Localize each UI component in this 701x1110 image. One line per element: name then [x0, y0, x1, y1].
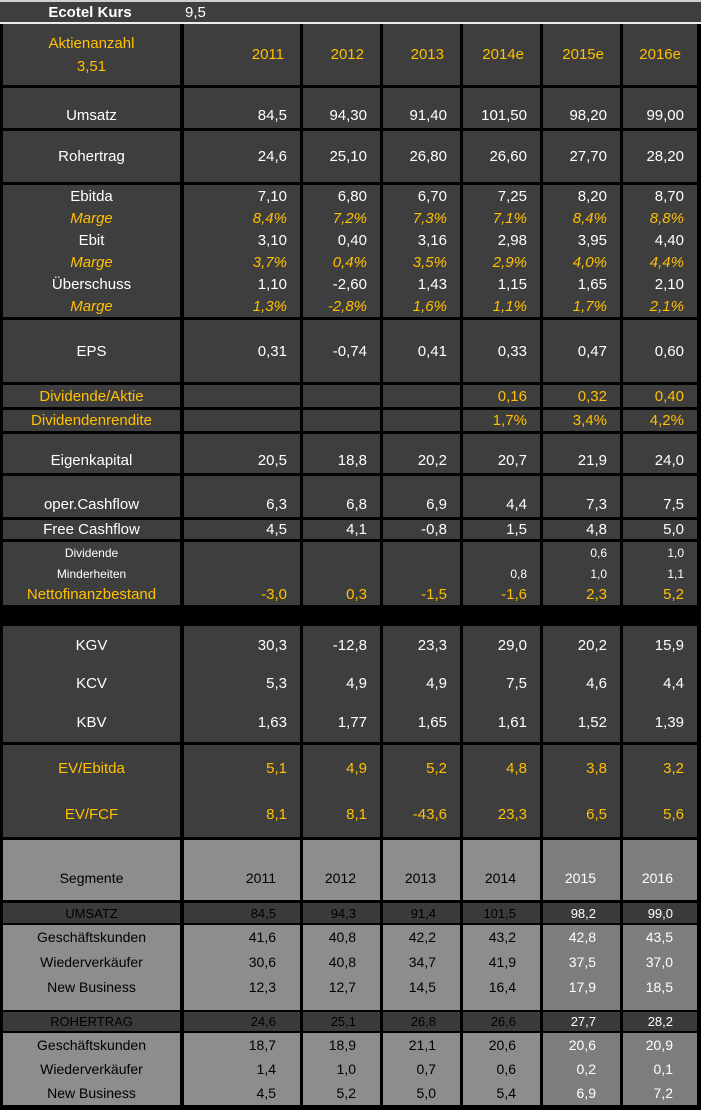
cell[interactable]: -2,8% [300, 295, 380, 317]
cell[interactable]: 0,6 [540, 542, 620, 563]
segment-cell[interactable]: 12,3 [180, 974, 300, 999]
cell[interactable]: 21,9 [540, 434, 620, 473]
cell[interactable]: 7,3% [380, 207, 460, 229]
cell[interactable]: 25,10 [300, 131, 380, 182]
table-block [0, 434, 701, 476]
segment-cell[interactable]: 20,6 [460, 1033, 540, 1057]
row-label[interactable]: EV/FCF [0, 791, 180, 837]
row-label[interactable]: KCV [0, 665, 180, 704]
cell[interactable]: 3,8 [540, 745, 620, 791]
segment-block [0, 999, 701, 1010]
cell[interactable]: 0,41 [380, 320, 460, 382]
segment-cell[interactable]: 40,8 [300, 950, 380, 975]
cell[interactable]: 6,5 [540, 791, 620, 837]
cell[interactable]: 6,9 [380, 476, 460, 517]
cell[interactable] [180, 385, 300, 407]
cell[interactable] [380, 385, 460, 407]
cell[interactable]: 1,61 [460, 703, 540, 742]
segment-cell[interactable]: 25,1 [300, 1012, 380, 1031]
segment-cell[interactable]: 37,0 [620, 950, 701, 975]
row-label[interactable]: Dividendenrendite [0, 410, 180, 431]
cell[interactable]: 1,65 [540, 273, 620, 295]
cell[interactable]: 28,20 [620, 131, 701, 182]
segment-year-header[interactable]: 2013 [380, 840, 460, 900]
shares-header-cell[interactable] [0, 24, 180, 85]
segment-cell[interactable]: 12,7 [300, 974, 380, 999]
cell[interactable]: 29,0 [460, 626, 540, 665]
row-label[interactable]: Marge [0, 251, 180, 273]
table-block [0, 385, 701, 410]
segment-cell[interactable]: 18,9 [300, 1033, 380, 1057]
segment-cell[interactable]: 5,2 [300, 1081, 380, 1105]
cell[interactable]: -2,60 [300, 273, 380, 295]
row-label[interactable]: Dividende/Aktie [0, 385, 180, 407]
cell[interactable]: 1,63 [180, 703, 300, 742]
segment-cell[interactable]: 27,7 [540, 1012, 620, 1031]
table-block [0, 131, 701, 185]
cell[interactable]: -43,6 [380, 791, 460, 837]
cell[interactable]: -12,8 [300, 626, 380, 665]
cell[interactable]: 99,00 [620, 88, 701, 128]
row-label[interactable]: EPS [0, 320, 180, 382]
cell[interactable]: 4,4% [620, 251, 701, 273]
year-header[interactable]: 2013 [380, 24, 460, 85]
segment-row-label[interactable]: Wiederverkäufer [0, 950, 180, 975]
cell[interactable]: 4,4 [460, 476, 540, 517]
segment-cell[interactable]: 18,5 [620, 974, 701, 999]
cell[interactable]: 15,9 [620, 626, 701, 665]
row-label[interactable]: Dividende [0, 542, 180, 563]
segment-cell[interactable]: 84,5 [180, 903, 300, 923]
segment-cell[interactable]: 5,0 [380, 1081, 460, 1105]
cell[interactable]: 8,4% [180, 207, 300, 229]
cell[interactable]: 8,1 [300, 791, 380, 837]
cell[interactable] [460, 542, 540, 563]
cell[interactable]: 6,80 [300, 185, 380, 207]
cell[interactable]: 1,0 [620, 542, 701, 563]
cell[interactable]: 8,4% [540, 207, 620, 229]
cell[interactable]: 4,9 [380, 665, 460, 704]
year-header[interactable]: 2014e [460, 24, 540, 85]
segment-cell[interactable]: 42,2 [380, 925, 460, 950]
cell[interactable]: 7,5 [460, 665, 540, 704]
spacer-cell [460, 999, 540, 1010]
cell[interactable]: 4,0% [540, 251, 620, 273]
table-block [0, 542, 701, 608]
segment-cell[interactable]: 28,2 [620, 1012, 701, 1031]
cell[interactable] [180, 563, 300, 584]
cell[interactable]: 1,65 [380, 703, 460, 742]
segments-header-row [0, 840, 701, 903]
year-header[interactable]: 2011 [180, 24, 300, 85]
table-block [0, 476, 701, 520]
segment-cell[interactable]: 4,5 [180, 1081, 300, 1105]
segment-cell[interactable]: 18,7 [180, 1033, 300, 1057]
shares-label: Aktienanzahl [48, 34, 135, 52]
segment-cell[interactable]: 91,4 [380, 903, 460, 923]
cell[interactable]: 0,4% [300, 251, 380, 273]
segment-block [0, 925, 701, 999]
spacer-cell [300, 999, 380, 1010]
cell[interactable]: 3,95 [540, 229, 620, 251]
cell[interactable]: 26,80 [380, 131, 460, 182]
cell[interactable]: 3,10 [180, 229, 300, 251]
cell[interactable]: 20,7 [460, 434, 540, 473]
valuation-table [0, 24, 701, 840]
segment-row-label[interactable]: Geschäftskunden [0, 925, 180, 950]
table-block [0, 320, 701, 385]
cell[interactable]: 0,16 [460, 385, 540, 407]
segment-cell[interactable]: 0,6 [460, 1057, 540, 1081]
cell[interactable]: 8,70 [620, 185, 701, 207]
cell[interactable]: 1,52 [540, 703, 620, 742]
cell[interactable]: 98,20 [540, 88, 620, 128]
year-header[interactable]: 2016e [620, 24, 701, 85]
segment-year-header[interactable]: 2014 [460, 840, 540, 900]
cell[interactable]: 2,98 [460, 229, 540, 251]
cell[interactable]: -3,0 [180, 584, 300, 605]
segment-cell[interactable]: 98,2 [540, 903, 620, 923]
cell[interactable]: 23,3 [380, 626, 460, 665]
cell[interactable]: 0,32 [540, 385, 620, 407]
cell[interactable]: 8,1 [180, 791, 300, 837]
segment-cell[interactable]: 30,6 [180, 950, 300, 975]
cell[interactable]: 6,3 [180, 476, 300, 517]
year-header[interactable]: 2012 [300, 24, 380, 85]
segment-cell[interactable]: 99,0 [620, 903, 701, 923]
segments-table [0, 840, 701, 1105]
segment-cell[interactable]: 1,0 [300, 1057, 380, 1081]
row-label[interactable]: Minderheiten [0, 563, 180, 584]
segment-cell[interactable]: 40,8 [300, 925, 380, 950]
cell[interactable]: 24,0 [620, 434, 701, 473]
spacer-cell [0, 999, 180, 1010]
cell[interactable] [380, 410, 460, 431]
segment-year-header[interactable]: 2011 [180, 840, 300, 900]
cell[interactable]: 4,9 [300, 665, 380, 704]
cell[interactable] [180, 410, 300, 431]
segment-row-label[interactable]: Geschäftskunden [0, 1033, 180, 1057]
row-label[interactable]: Umsatz [0, 88, 180, 128]
cell[interactable] [300, 563, 380, 584]
cell[interactable]: 1,3% [180, 295, 300, 317]
cell[interactable] [380, 563, 460, 584]
segment-cell[interactable]: 0,1 [620, 1057, 701, 1081]
cell[interactable]: 18,8 [300, 434, 380, 473]
segment-cell[interactable]: 16,4 [460, 974, 540, 999]
segment-cell[interactable]: 34,7 [380, 950, 460, 975]
segment-cell[interactable]: 1,4 [180, 1057, 300, 1081]
cell[interactable]: 7,1% [460, 207, 540, 229]
cell[interactable]: 0,40 [300, 229, 380, 251]
year-header[interactable]: 2015e [540, 24, 620, 85]
cell[interactable]: -1,6 [460, 584, 540, 605]
segment-cell[interactable]: 43,5 [620, 925, 701, 950]
cell[interactable] [180, 542, 300, 563]
cell[interactable]: 5,3 [180, 665, 300, 704]
segment-cell[interactable]: 37,5 [540, 950, 620, 975]
cell[interactable]: 1,5 [460, 520, 540, 539]
cell[interactable]: 30,3 [180, 626, 300, 665]
cell[interactable]: 5,1 [180, 745, 300, 791]
row-label[interactable]: Eigenkapital [0, 434, 180, 473]
cell[interactable]: 7,25 [460, 185, 540, 207]
cell[interactable] [300, 542, 380, 563]
cell[interactable]: 5,2 [380, 745, 460, 791]
cell[interactable]: 4,4 [620, 665, 701, 704]
segment-block [0, 1010, 701, 1033]
cell[interactable] [380, 542, 460, 563]
cell[interactable]: 2,10 [620, 273, 701, 295]
table-block [0, 185, 701, 320]
shares-count: 3,51 [76, 57, 107, 75]
segment-row-label[interactable]: New Business [0, 974, 180, 999]
segment-cell[interactable]: 21,1 [380, 1033, 460, 1057]
segment-cell[interactable]: 94,3 [300, 903, 380, 923]
cell[interactable]: 8,20 [540, 185, 620, 207]
segment-cell[interactable]: 0,7 [380, 1057, 460, 1081]
cell[interactable]: 20,2 [380, 434, 460, 473]
row-label[interactable]: Überschuss [0, 273, 180, 295]
cell[interactable]: 1,7% [540, 295, 620, 317]
cell[interactable]: 5,0 [620, 520, 701, 539]
row-label[interactable]: KGV [0, 626, 180, 665]
cell[interactable]: 5,6 [620, 791, 701, 837]
segment-cell[interactable]: 6,9 [540, 1081, 620, 1105]
cell[interactable]: 2,9% [460, 251, 540, 273]
cell[interactable]: 4,40 [620, 229, 701, 251]
row-label[interactable]: oper.Cashflow [0, 476, 180, 517]
cell[interactable]: 2,3 [540, 584, 620, 605]
row-label[interactable]: Free Cashflow [0, 520, 180, 539]
segment-block [0, 1033, 701, 1105]
cell[interactable]: 24,6 [180, 131, 300, 182]
cell[interactable]: 1,39 [620, 703, 701, 742]
segment-row-label[interactable]: New Business [0, 1081, 180, 1105]
segment-year-header[interactable]: 2016 [620, 840, 701, 900]
cell[interactable]: 4,6 [540, 665, 620, 704]
cell[interactable]: 94,30 [300, 88, 380, 128]
row-label[interactable]: Nettofinanzbestand [0, 584, 180, 605]
cell[interactable]: 20,5 [180, 434, 300, 473]
cell[interactable]: 0,47 [540, 320, 620, 382]
segment-row-label[interactable]: ROHERTRAG [0, 1012, 180, 1031]
cell[interactable]: 7,2% [300, 207, 380, 229]
cell[interactable]: 0,3 [300, 584, 380, 605]
cell[interactable] [300, 385, 380, 407]
cell[interactable]: 91,40 [380, 88, 460, 128]
table-block [0, 745, 701, 840]
cell[interactable]: 1,1 [620, 563, 701, 584]
cell[interactable]: 3,16 [380, 229, 460, 251]
segment-cell[interactable]: 14,5 [380, 974, 460, 999]
cell[interactable]: 0,40 [620, 385, 701, 407]
cell[interactable]: 3,5% [380, 251, 460, 273]
spacer-cell [540, 999, 620, 1010]
segment-cell[interactable]: 26,8 [380, 1012, 460, 1031]
cell[interactable]: 27,70 [540, 131, 620, 182]
row-label[interactable]: KBV [0, 703, 180, 742]
spacer-cell [620, 999, 701, 1010]
segment-cell[interactable]: 20,9 [620, 1033, 701, 1057]
row-label[interactable]: Ebit [0, 229, 180, 251]
segment-cell[interactable]: 42,8 [540, 925, 620, 950]
cell[interactable]: 1,77 [300, 703, 380, 742]
segment-cell[interactable]: 0,2 [540, 1057, 620, 1081]
row-label[interactable]: EV/Ebitda [0, 745, 180, 791]
cell[interactable]: 26,60 [460, 131, 540, 182]
cell[interactable]: 1,6% [380, 295, 460, 317]
cell[interactable]: 4,1 [300, 520, 380, 539]
cell[interactable]: 6,70 [380, 185, 460, 207]
cell[interactable]: -1,5 [380, 584, 460, 605]
spacer-cell [380, 999, 460, 1010]
cell[interactable]: -0,74 [300, 320, 380, 382]
segment-block [0, 903, 701, 925]
cell[interactable]: 1,1% [460, 295, 540, 317]
segment-cell[interactable]: 17,9 [540, 974, 620, 999]
row-label[interactable]: Rohertrag [0, 131, 180, 182]
share-price-cell[interactable]: 9,5 [185, 3, 206, 21]
cell[interactable]: 1,7% [460, 410, 540, 431]
cell[interactable]: 6,8 [300, 476, 380, 517]
table-block [0, 520, 701, 542]
table-block [0, 608, 701, 745]
cell[interactable]: 5,2 [620, 584, 701, 605]
cell[interactable]: 4,2% [620, 410, 701, 431]
segment-cell[interactable]: 101,5 [460, 903, 540, 923]
segment-row-label[interactable]: Wiederverkäufer [0, 1057, 180, 1081]
segment-year-header[interactable]: 2012 [300, 840, 380, 900]
cell[interactable] [300, 410, 380, 431]
cell[interactable]: 4,8 [460, 745, 540, 791]
segment-cell[interactable]: 43,2 [460, 925, 540, 950]
segment-cell[interactable]: 41,9 [460, 950, 540, 975]
cell[interactable]: 7,5 [620, 476, 701, 517]
cell[interactable]: 0,33 [460, 320, 540, 382]
cell[interactable]: 2,1% [620, 295, 701, 317]
cell[interactable]: 4,8 [540, 520, 620, 539]
cell[interactable]: -0,8 [380, 520, 460, 539]
cell[interactable]: 20,2 [540, 626, 620, 665]
segment-cell[interactable]: 20,6 [540, 1033, 620, 1057]
main-header-row [0, 24, 701, 88]
spacer-cell [180, 999, 300, 1010]
cell[interactable]: 0,8 [460, 563, 540, 584]
cell[interactable]: 101,50 [460, 88, 540, 128]
cell[interactable]: 7,3 [540, 476, 620, 517]
cell[interactable]: 0,60 [620, 320, 701, 382]
cell[interactable]: 3,7% [180, 251, 300, 273]
segments-title-cell[interactable]: Segmente [0, 840, 180, 900]
cell[interactable]: 23,3 [460, 791, 540, 837]
cell[interactable]: 4,9 [300, 745, 380, 791]
cell[interactable]: 1,15 [460, 273, 540, 295]
table-block [0, 410, 701, 434]
cell[interactable]: 1,0 [540, 563, 620, 584]
segment-cell[interactable]: 41,6 [180, 925, 300, 950]
cell[interactable]: 7,10 [180, 185, 300, 207]
bottom-border [0, 1105, 701, 1110]
segment-cell[interactable]: 24,6 [180, 1012, 300, 1031]
cell[interactable]: 1,10 [180, 273, 300, 295]
cell[interactable]: 4,5 [180, 520, 300, 539]
table-block [0, 88, 701, 131]
segment-cell[interactable]: 26,6 [460, 1012, 540, 1031]
cell[interactable]: 0,31 [180, 320, 300, 382]
segment-year-header[interactable]: 2015 [540, 840, 620, 900]
cell[interactable]: 3,4% [540, 410, 620, 431]
segment-cell[interactable]: 5,4 [460, 1081, 540, 1105]
title-row [0, 0, 701, 24]
row-label[interactable]: Ebitda [0, 185, 180, 207]
segment-row-label[interactable]: UMSATZ [0, 903, 180, 923]
cell[interactable]: 84,5 [180, 88, 300, 128]
title-cell[interactable]: Ecotel Kurs [48, 3, 132, 21]
cell[interactable]: 1,43 [380, 273, 460, 295]
row-label[interactable]: Marge [0, 207, 180, 229]
segment-cell[interactable]: 7,2 [620, 1081, 701, 1105]
cell[interactable]: 8,8% [620, 207, 701, 229]
row-label[interactable]: Marge [0, 295, 180, 317]
cell[interactable]: 3,2 [620, 745, 701, 791]
